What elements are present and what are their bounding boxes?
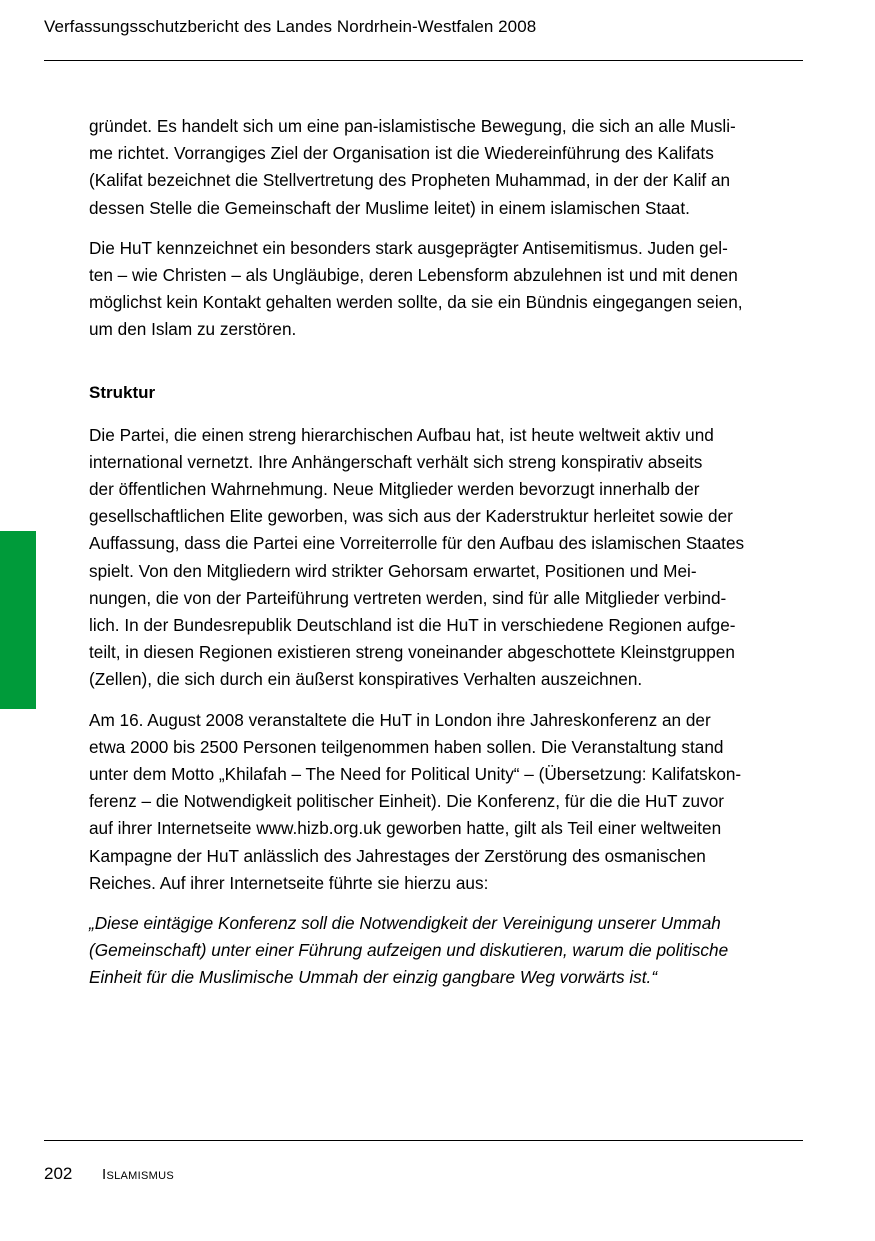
text-line: ten – wie Christen – als Ungläubige, deren Lebensform abzulehnen ist und mit denen (89, 265, 738, 286)
page-body (89, 113, 811, 992)
text-line: ferenz – die Notwendigkeit politischer Einheit). Die Konferenz, für die die HuT zuvor (89, 791, 724, 812)
text-line: me richtet. Vorrangiges Ziel der Organisation ist die Wiedereinführung des Kalifats (89, 143, 714, 164)
text-line: gründet. Es handelt sich um eine pan-islamistische Bewegung, die sich an alle Musli- (89, 116, 736, 136)
paragraph-1 (89, 113, 811, 222)
text-line: spielt. Von den Mitgliedern wird strikter Gehorsam erwartet, Positionen und Mei- (89, 560, 697, 581)
text-line: nungen, die von der Parteiführung vertreten werden, sind für alle Mitglieder verbind- (89, 587, 727, 608)
page-number: 202 (44, 1164, 73, 1183)
running-header: Verfassungsschutzbericht des Landes Nordrhein-Westfalen 2008 (44, 17, 537, 36)
text-line: teilt, in diesen Regionen existieren streng voneinander abgeschottete Kleinstgruppen (89, 642, 735, 663)
text-line: Auffassung, dass die Partei eine Vorreiterrolle für den Aufbau des islamischen Staates (89, 533, 745, 554)
text-line: Reiches. Auf ihrer Internetseite führte sie hierzu aus: (89, 872, 489, 893)
text-line: auf ihrer Internetseite www.hizb.org.uk geworben hatte, gilt als Teil einer weltweiten (89, 818, 722, 839)
text-line: (Kalifat bezeichnet die Stellvertretung des Propheten Muhammad, in der der Kalif an (89, 170, 731, 191)
paragraph-2 (89, 235, 811, 344)
text-line: (Zellen), die sich durch ein äußerst konspiratives Verhalten auszeichnen. (89, 669, 643, 690)
text-line: der öffentlichen Wahrnehmung. Neue Mitglieder werden bevorzugt innerhalb der (89, 479, 700, 500)
header-divider (44, 60, 803, 61)
text-line: „Diese eintägige Konferenz soll die Notwendigkeit der Vereinigung unserer Ummah (89, 913, 721, 934)
text-line: (Gemeinschaft) unter einer Führung aufzeigen und diskutieren, warum die politische (89, 940, 729, 961)
text-line: etwa 2000 bis 2500 Personen teilgenommen haben sollen. Die Veranstaltung stand (89, 736, 724, 757)
text-line: unter dem Motto „Khilafah – The Need for Political Unity“ – (Übersetzung: Kalifatskon- (89, 764, 742, 785)
text-line: Die Partei, die einen streng hierarchischen Aufbau hat, ist heute weltweit aktiv und (89, 424, 714, 445)
section-color-tab (0, 531, 36, 709)
text-line: gesellschaftlichen Elite geworben, was sich aus der Kaderstruktur herleitet sowie der (89, 506, 733, 527)
paragraph-4 (89, 707, 811, 897)
block-quote (89, 910, 811, 992)
text-line: Am 16. August 2008 veranstaltete die HuT in London ihre Jahreskonferenz an der (89, 709, 711, 730)
text-line: möglichst kein Kontakt gehalten werden sollte, da sie ein Bündnis eingegangen seien, (89, 292, 743, 313)
text-line: Kampagne der HuT anlässlich des Jahrestages der Zerstörung des osmanischen (89, 845, 706, 866)
text-line: Die HuT kennzeichnet ein besonders stark ausgeprägter Antisemitismus. Juden gel- (89, 237, 728, 258)
text-line: dessen Stelle die Gemeinschaft der Muslime leitet) in einem islamischen Staat. (89, 197, 690, 218)
text-line: Einheit für die Muslimische Ummah der einzig gangbare Weg vorwärts ist.“ (89, 967, 658, 988)
paragraph-3 (89, 422, 811, 694)
footer-section-title: Islamismus (102, 1166, 174, 1183)
text-line: international vernetzt. Ihre Anhängerschaft verhält sich streng konspirativ abseits (89, 451, 703, 472)
section-heading: Struktur (89, 382, 156, 402)
footer-divider (44, 1140, 803, 1141)
text-line: lich. In der Bundesrepublik Deutschland ist die HuT in verschiedene Regionen aufge- (89, 615, 736, 636)
text-line: um den Islam zu zerstören. (89, 319, 297, 340)
